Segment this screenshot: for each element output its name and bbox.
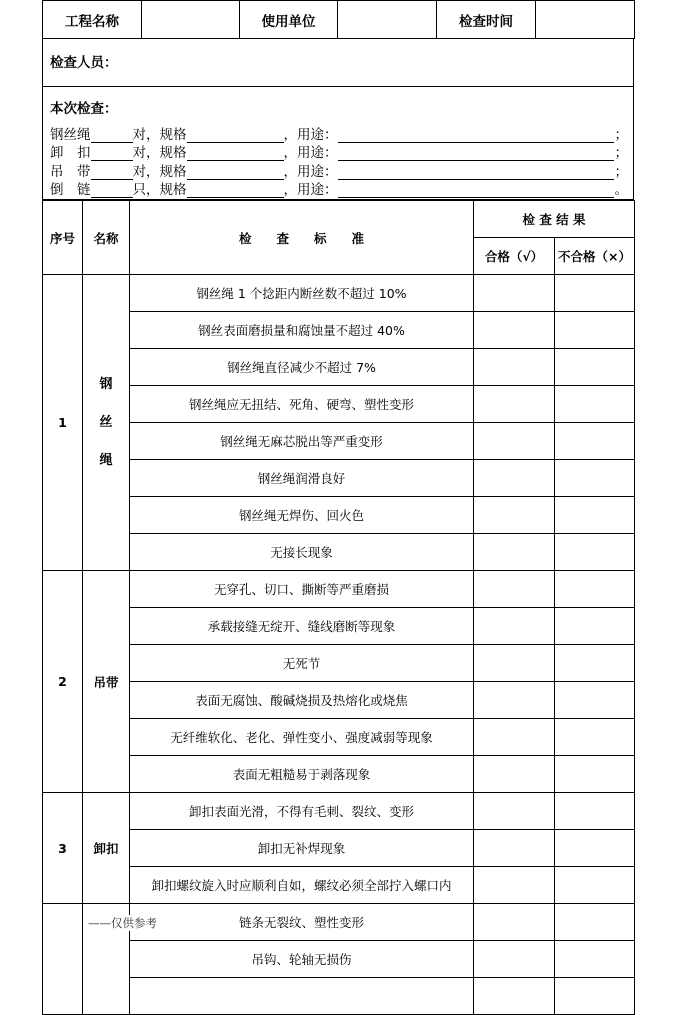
quantity-blank[interactable] xyxy=(91,128,133,143)
usage-blank[interactable] xyxy=(338,128,615,143)
group-seq: 2 xyxy=(43,571,83,793)
criterion-text: 无接长现象 xyxy=(130,534,474,571)
criterion-text: 表面无腐蚀、酸碱烧损及热熔化或烧焦 xyxy=(130,682,474,719)
check-time-label: 检查时间 xyxy=(437,1,536,39)
table-row xyxy=(43,349,635,386)
table-row xyxy=(43,275,635,312)
fail-cell[interactable] xyxy=(555,756,635,793)
check-line xyxy=(50,124,628,143)
usage-label: ，用途： xyxy=(283,145,338,161)
criterion-text: 无穿孔、切口、撕断等严重磨损 xyxy=(130,571,474,608)
criterion-text: 吊钩、轮轴无损伤 xyxy=(130,941,474,978)
pass-cell[interactable] xyxy=(474,867,555,904)
criterion-text: 承载接缝无绽开、缝线磨断等现象 xyxy=(130,608,474,645)
footer-note: ——仅供参考 xyxy=(88,916,157,930)
check-item-label: 吊 带 xyxy=(50,163,91,180)
pass-cell[interactable] xyxy=(474,941,555,978)
criterion-text: 钢丝绳直径减少不超过 7% xyxy=(130,349,474,386)
group-name-char: 钢 xyxy=(99,376,113,392)
pass-cell[interactable] xyxy=(474,349,555,386)
user-unit-field[interactable] xyxy=(338,1,437,39)
fail-cell[interactable] xyxy=(555,386,635,423)
group-name xyxy=(83,275,130,571)
fail-cell[interactable] xyxy=(555,682,635,719)
quantity-blank[interactable] xyxy=(91,165,133,180)
usage-blank[interactable] xyxy=(338,146,615,161)
check-lines xyxy=(50,124,628,198)
fail-cell[interactable] xyxy=(555,423,635,460)
table-row xyxy=(43,793,635,830)
criterion-text: 无纤维软化、老化、弹性变小、强度减弱等现象 xyxy=(130,719,474,756)
table-row xyxy=(43,756,635,793)
table-row xyxy=(43,719,635,756)
table-row xyxy=(43,645,635,682)
check-item-label: 倒 链 xyxy=(50,182,91,198)
table-row xyxy=(43,682,635,719)
col-name-header: 名称 xyxy=(83,201,130,275)
criterion-text: 钢丝绳润滑良好 xyxy=(130,460,474,497)
table-row xyxy=(43,497,635,534)
table-row xyxy=(43,978,635,1015)
group-name: 吊带 xyxy=(83,571,130,793)
criterion-text: 卸扣螺纹旋入时应顺利自如，螺纹必须全部拧入螺口内 xyxy=(130,867,474,904)
table-row xyxy=(43,386,635,423)
fail-cell[interactable] xyxy=(555,349,635,386)
pass-cell[interactable] xyxy=(474,608,555,645)
col-fail-header: 不合格（×） xyxy=(555,238,635,275)
fail-cell[interactable] xyxy=(555,460,635,497)
usage-blank[interactable] xyxy=(338,183,615,198)
col-result-header: 检 查 结 果 xyxy=(474,201,635,238)
check-line xyxy=(50,180,628,199)
fail-cell[interactable] xyxy=(555,275,635,312)
criterion-text: 钢丝表面磨损量和腐蚀量不超过 40% xyxy=(130,312,474,349)
pass-cell[interactable] xyxy=(474,978,555,1015)
inspector-label: 检查人员： xyxy=(50,55,118,71)
criterion-text: 钢丝绳无麻芯脱出等严重变形 xyxy=(130,423,474,460)
fail-cell[interactable] xyxy=(555,497,635,534)
inspection-sheet xyxy=(42,0,634,990)
project-name-field[interactable] xyxy=(142,1,240,39)
criterion-text: 表面无粗糙易于剥落现象 xyxy=(130,756,474,793)
project-name-label: 工程名称 xyxy=(43,1,142,39)
fail-cell[interactable] xyxy=(555,978,635,1015)
line-end-mark: ； xyxy=(614,126,628,143)
inspection-table xyxy=(42,200,635,1015)
criterion-text: 无死节 xyxy=(130,645,474,682)
fail-cell[interactable] xyxy=(555,608,635,645)
fail-cell[interactable] xyxy=(555,867,635,904)
pass-cell[interactable] xyxy=(474,645,555,682)
pass-cell[interactable] xyxy=(474,312,555,349)
fail-cell[interactable] xyxy=(555,719,635,756)
current-check-block xyxy=(42,87,634,200)
fail-cell[interactable] xyxy=(555,941,635,978)
line-end-mark: 。 xyxy=(614,182,628,198)
pass-cell[interactable] xyxy=(474,386,555,423)
user-unit-label: 使用单位 xyxy=(240,1,338,39)
criterion-text xyxy=(130,978,474,1015)
pass-cell[interactable] xyxy=(474,460,555,497)
fail-cell[interactable] xyxy=(555,793,635,830)
spec-blank[interactable] xyxy=(187,165,284,180)
usage-label: ，用途： xyxy=(283,163,338,180)
spec-label: 对，规格 xyxy=(132,126,187,143)
pass-cell[interactable] xyxy=(474,682,555,719)
check-item-label: 卸 扣 xyxy=(50,145,91,161)
criterion-text: 钢丝绳 1 个捻距内断丝数不超过 10% xyxy=(130,275,474,312)
check-line xyxy=(50,143,628,162)
table-row xyxy=(43,867,635,904)
criterion-text: 链条无裂纹、塑性变形 xyxy=(130,904,474,941)
criterion-text: 卸扣无补焊现象 xyxy=(130,830,474,867)
pass-cell[interactable] xyxy=(474,571,555,608)
spec-label: 对，规格 xyxy=(132,145,187,161)
table-row xyxy=(43,423,635,460)
table-row xyxy=(43,534,635,571)
check-item-label: 钢丝绳 xyxy=(50,126,91,143)
col-standard-header: 检 查 标 准 xyxy=(130,201,474,275)
usage-blank[interactable] xyxy=(338,165,615,180)
col-pass-header: 合格（√） xyxy=(474,238,555,275)
line-end-mark: ； xyxy=(614,163,628,180)
fail-cell[interactable] xyxy=(555,645,635,682)
table-row xyxy=(43,460,635,497)
group-seq: 1 xyxy=(43,275,83,571)
group-seq xyxy=(43,904,83,1015)
quantity-blank[interactable] xyxy=(91,146,133,161)
pass-cell[interactable] xyxy=(474,830,555,867)
pass-cell[interactable] xyxy=(474,534,555,571)
spec-label: 对，规格 xyxy=(132,163,187,180)
usage-label: ，用途： xyxy=(283,126,338,143)
col-seq-header: 序号 xyxy=(43,201,83,275)
spec-blank[interactable] xyxy=(187,128,284,143)
check-line xyxy=(50,161,628,180)
criterion-text: 钢丝绳无焊伤、回火色 xyxy=(130,497,474,534)
table-row xyxy=(43,608,635,645)
group-name: 卸扣 xyxy=(83,793,130,904)
spec-label: 只，规格 xyxy=(132,182,187,198)
pass-cell[interactable] xyxy=(474,497,555,534)
spec-blank[interactable] xyxy=(187,146,284,161)
pass-cell[interactable] xyxy=(474,904,555,941)
current-check-title: 本次检查： xyxy=(50,101,118,117)
check-time-field[interactable] xyxy=(536,1,635,39)
pass-cell[interactable] xyxy=(474,275,555,312)
table-row xyxy=(43,941,635,978)
inspector-row[interactable] xyxy=(42,39,634,87)
criterion-text: 卸扣表面光滑，不得有毛刺、裂纹、变形 xyxy=(130,793,474,830)
fail-cell[interactable] xyxy=(555,904,635,941)
table-row xyxy=(43,571,635,608)
fail-cell[interactable] xyxy=(555,534,635,571)
criterion-text: 钢丝绳应无扭结、死角、硬弯、塑性变形 xyxy=(130,386,474,423)
pass-cell[interactable] xyxy=(474,423,555,460)
line-end-mark: ； xyxy=(614,145,628,161)
group-name-char: 绳 xyxy=(99,452,113,468)
quantity-blank[interactable] xyxy=(91,183,133,198)
table-row xyxy=(43,830,635,867)
fail-cell[interactable] xyxy=(555,571,635,608)
table-row xyxy=(43,312,635,349)
header-table xyxy=(42,0,635,39)
usage-label: ，用途： xyxy=(283,182,338,198)
group-seq: 3 xyxy=(43,793,83,904)
spec-blank[interactable] xyxy=(187,183,284,198)
pass-cell[interactable] xyxy=(474,756,555,793)
fail-cell[interactable] xyxy=(555,830,635,867)
group-name-char: 丝 xyxy=(99,414,113,430)
fail-cell[interactable] xyxy=(555,312,635,349)
pass-cell[interactable] xyxy=(474,793,555,830)
pass-cell[interactable] xyxy=(474,719,555,756)
